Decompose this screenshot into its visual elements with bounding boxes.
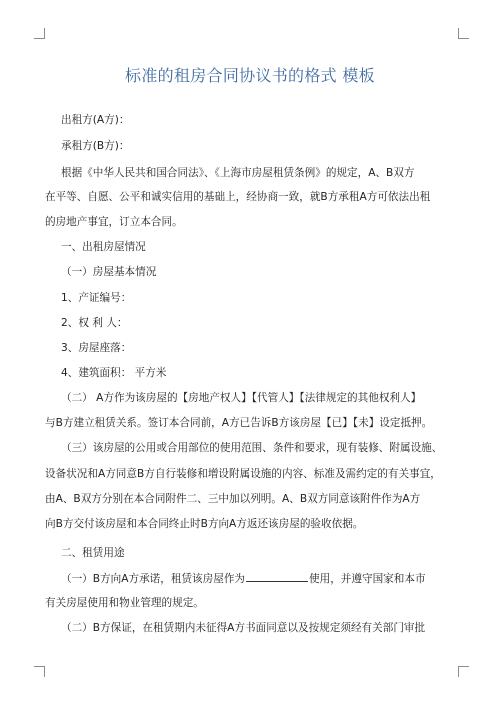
crop-mark-bottom-left bbox=[34, 666, 45, 677]
clause-2-line-2: 与B方建立租赁关系。签订本合同前，A方已告诉B方该房屋【已】【未】设定抵押。 bbox=[45, 417, 433, 429]
crop-mark-bottom-right bbox=[458, 666, 469, 677]
crop-mark-top-left bbox=[34, 28, 45, 39]
section-heading-1: 一、出租房屋情况 bbox=[61, 241, 146, 253]
usage-text-after: 使用，并遵守国家和本市 bbox=[309, 573, 426, 585]
lessee-line: 承租方(B方)： bbox=[61, 140, 130, 152]
usage-text-before: （一）B方向A方承诺，租赁该房屋作为 bbox=[61, 573, 246, 585]
field-location: 3、房屋座落： bbox=[61, 342, 132, 354]
document-title: 标准的租房合同协议书的格式 模板 bbox=[125, 66, 375, 85]
clause-3-line-2: 设备状况和A方同意B方自行装修和增设附属设施的内容、标准及需约定的有关事宜， bbox=[45, 468, 441, 480]
guarantee-clause-line-1: （二）B方保证，在租赁期内未征得A方书面同意以及按规定须经有关部门审批 bbox=[61, 622, 426, 634]
clause-3-line-1: （三）该房屋的公用或合用部位的使用范围、条件和要求，现有装修、附属设施、 bbox=[61, 442, 443, 454]
preamble-line-2: 在平等、自愿、公平和诚实信用的基础上，经协商一致，就B方承租A方可依法出租 bbox=[45, 191, 431, 203]
usage-clause-line-2: 有关房屋使用和物业管理的规定。 bbox=[45, 597, 204, 609]
clause-3-line-4: 向B方交付该房屋和本合同终止时B方向A方返还该房屋的验收依据。 bbox=[45, 518, 364, 530]
field-owner: 2、权 利 人： bbox=[61, 317, 128, 329]
preamble-line-3: 的房地产事宜，订立本合同。 bbox=[45, 216, 183, 228]
field-area: 4、建筑面积： 平方米 bbox=[61, 367, 167, 379]
preamble-line-1: 根据《中华人民共和国合同法》、《上海市房屋租赁条例》的规定，A、B双方 bbox=[61, 167, 415, 179]
field-certificate-number: 1、产证编号： bbox=[61, 292, 132, 304]
subsection-heading: （一）房屋基本情况 bbox=[61, 266, 157, 278]
section-heading-2: 二、租赁用途 bbox=[61, 547, 125, 559]
usage-blank-field[interactable] bbox=[246, 570, 308, 582]
clause-2-line-1: （二） A方作为该房屋的【房地产权人】【代管人】【法律规定的其他权利人】 bbox=[61, 392, 422, 404]
lessor-line: 出租方(A方)： bbox=[61, 114, 130, 126]
crop-mark-top-right bbox=[458, 28, 469, 39]
usage-clause-line-1 bbox=[61, 570, 441, 586]
clause-3-line-3: 由A、B双方分别在本合同附件二、三中加以列明。A、B双方同意该附件作为A方 bbox=[45, 493, 421, 505]
